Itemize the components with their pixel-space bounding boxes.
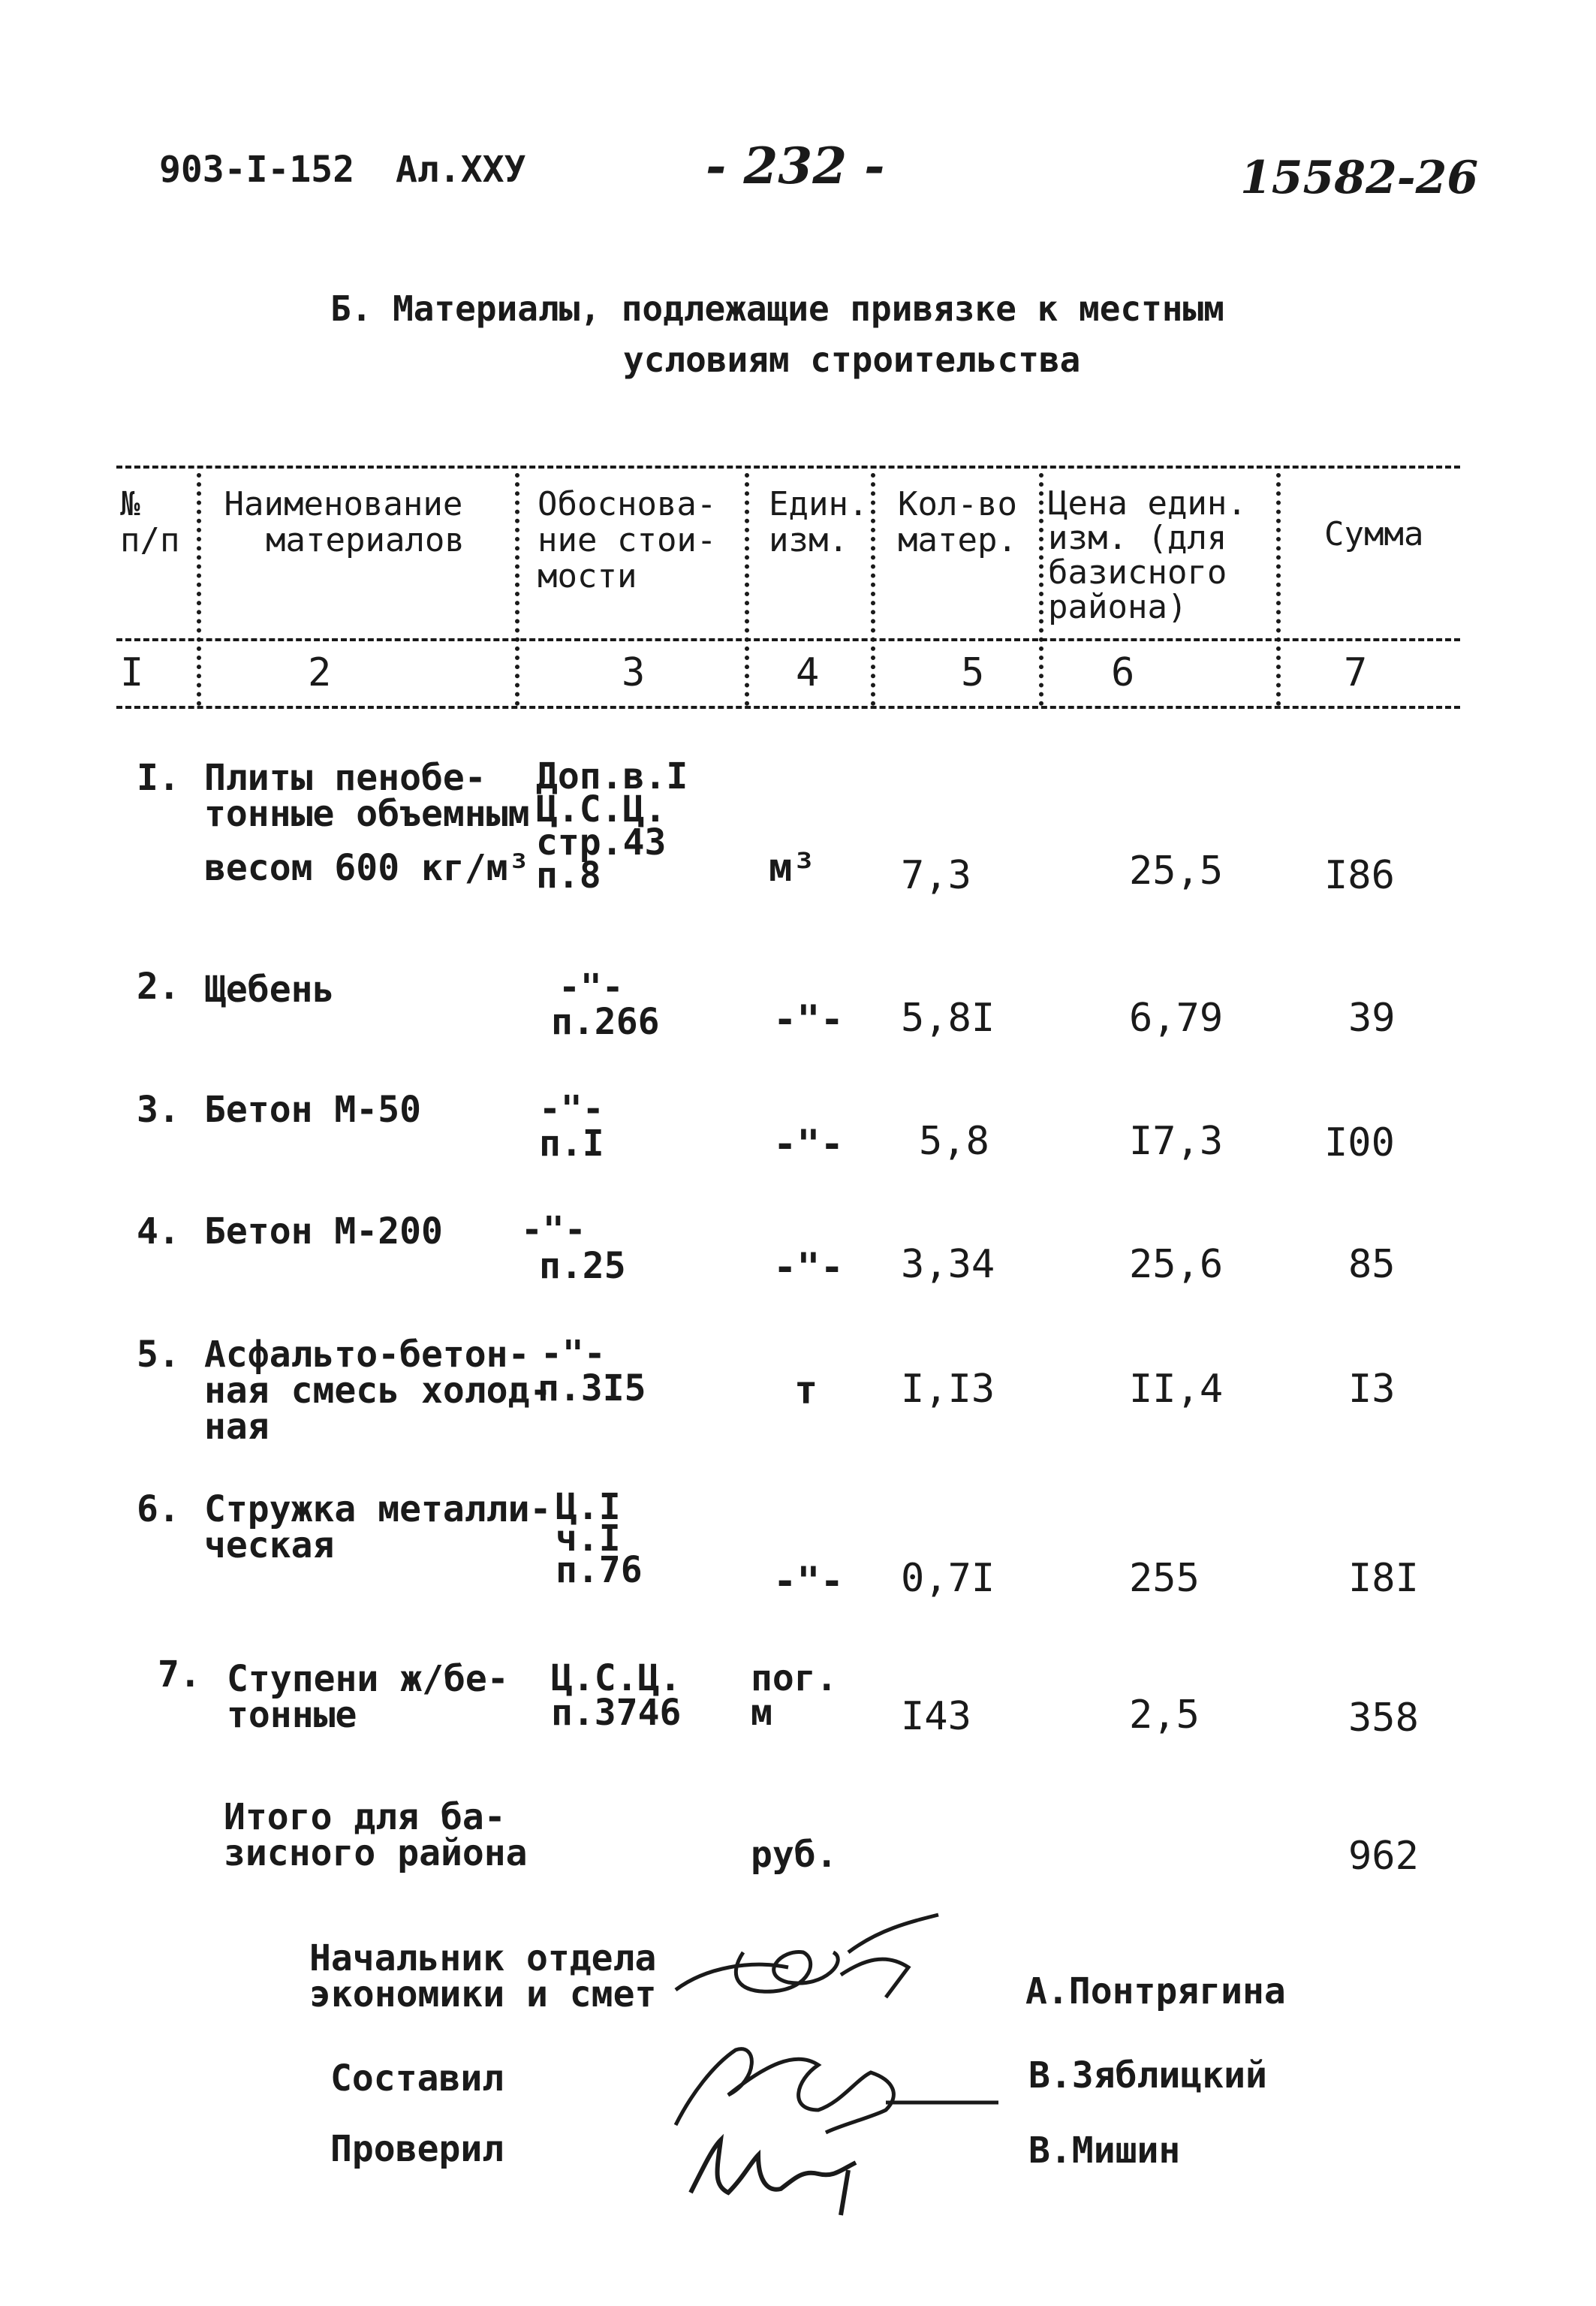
cost-basis: Ц.I ч.I п.76 [556, 1486, 643, 1591]
unit: пог. м [751, 1657, 838, 1734]
col-header-sum: Сумма [1324, 515, 1424, 553]
col-header-unit: Един. изм. [769, 485, 869, 559]
row-number: 2. [137, 966, 180, 1008]
header-bottom-rule [116, 638, 1460, 641]
row-sum: I00 [1324, 1120, 1395, 1165]
row-number: 5. [137, 1334, 180, 1376]
signer-role: Проверил [330, 2128, 504, 2170]
quantity: I,I3 [901, 1367, 995, 1412]
col-number: 2 [308, 650, 332, 695]
material-name: Стружка металли- ческая [204, 1488, 552, 1566]
cost-basis: -"- п.I [539, 1088, 604, 1165]
unit-price: II,4 [1129, 1367, 1224, 1412]
row-number: 4. [137, 1210, 180, 1252]
signature-mark [676, 2118, 886, 2223]
quantity: I43 [901, 1694, 971, 1739]
total-sum: 962 [1348, 1834, 1419, 1879]
cost-basis: -"- п.3I5 [538, 1333, 646, 1409]
col-header-basis: Обоснова- ние стои- мости [538, 485, 717, 595]
row-sum: I86 [1324, 853, 1395, 898]
column-divider [871, 473, 875, 706]
registration-number: 15582-26 [1240, 152, 1479, 204]
col-number: 6 [1111, 650, 1135, 695]
material-name: Ступени ж/бе- тонные [227, 1658, 509, 1736]
row-sum: I3 [1348, 1367, 1396, 1412]
row-sum: 85 [1348, 1242, 1396, 1287]
row-number: 3. [137, 1089, 180, 1131]
signer-role: Составил [330, 2057, 504, 2100]
material-name: Бетон М-200 [204, 1210, 443, 1252]
page-number: - 232 - [706, 137, 885, 195]
quantity: 3,34 [901, 1242, 995, 1287]
signer-name: А.Понтрягина [1025, 1970, 1286, 2012]
quantity: 7,3 [901, 853, 971, 898]
signer-name: В.Зяблицкий [1028, 2054, 1267, 2097]
cost-basis: Доп.в.I Ц.С.Ц. стр.43 п.8 [536, 755, 688, 897]
column-number-rule [116, 706, 1460, 709]
column-divider [1039, 473, 1043, 706]
doc-code: 903-I-152 [159, 149, 355, 191]
col-header-quantity: Кол-во матер. [898, 485, 1017, 559]
col-number: 3 [622, 650, 646, 695]
row-sum: I8I [1348, 1556, 1419, 1601]
unit: т [794, 1368, 818, 1413]
cost-basis: -"- п.266 [551, 966, 660, 1043]
col-number: 7 [1344, 650, 1368, 695]
column-divider [745, 473, 749, 706]
total-label: Итого для ба- зисного района [224, 1796, 528, 1874]
unit-price: 25,6 [1129, 1242, 1224, 1287]
total-unit: руб. [751, 1834, 838, 1876]
row-number: I. [137, 757, 180, 799]
row-number: 7. [158, 1653, 201, 1696]
section-title-line-1: Б. Материалы, подлежащие привязке к местным [330, 288, 1224, 329]
unit-price: 2,5 [1129, 1693, 1200, 1738]
quantity: 0,7I [901, 1556, 995, 1601]
unit: -"- [773, 1245, 844, 1290]
column-divider [1276, 473, 1281, 706]
unit: -"- [773, 997, 844, 1042]
unit: м³ [769, 846, 816, 891]
row-sum: 39 [1348, 996, 1396, 1041]
document-code [159, 149, 525, 191]
row-number: 6. [137, 1488, 180, 1530]
material-name: Бетон М-50 [204, 1089, 421, 1131]
column-divider [197, 473, 201, 706]
unit: -"- [773, 1122, 844, 1167]
unit-price: I7,3 [1129, 1119, 1224, 1164]
column-divider [515, 473, 519, 706]
material-name: Щебень [204, 969, 335, 1011]
col-number: 5 [961, 650, 985, 695]
unit-price: 25,5 [1129, 849, 1224, 894]
col-header-name: Наименование материалов [224, 485, 465, 559]
cost-basis: Ц.С.Ц. п.3746 [551, 1657, 682, 1734]
col-number: 4 [796, 650, 820, 695]
quantity: 5,8I [901, 996, 995, 1041]
row-sum: 358 [1348, 1696, 1419, 1741]
album-code: Ал.XXУ [396, 149, 526, 191]
unit-price: 6,79 [1129, 996, 1224, 1041]
unit-price: 255 [1129, 1556, 1200, 1601]
table-top-rule [116, 466, 1460, 469]
signer-role: Начальник отдела экономики и смет [309, 1937, 657, 2015]
cost-basis: -"- п.25 [521, 1209, 626, 1287]
unit: -"- [773, 1559, 844, 1604]
col-number: I [120, 650, 144, 695]
section-title-line-2: условиям строительства [623, 339, 1081, 380]
col-header-number: № п/п [120, 485, 180, 559]
col-header-price: Цена един. изм. (для базисного района) [1048, 484, 1247, 626]
quantity: 5,8 [919, 1119, 989, 1164]
signer-name: В.Мишин [1028, 2130, 1181, 2172]
material-name: Плиты пенобе- тонные объемным весом 600 кг/м³ [204, 757, 530, 889]
material-name: Асфальто-бетон- ная смесь холод- ная [204, 1334, 552, 1448]
signature-mark [661, 1907, 961, 2020]
